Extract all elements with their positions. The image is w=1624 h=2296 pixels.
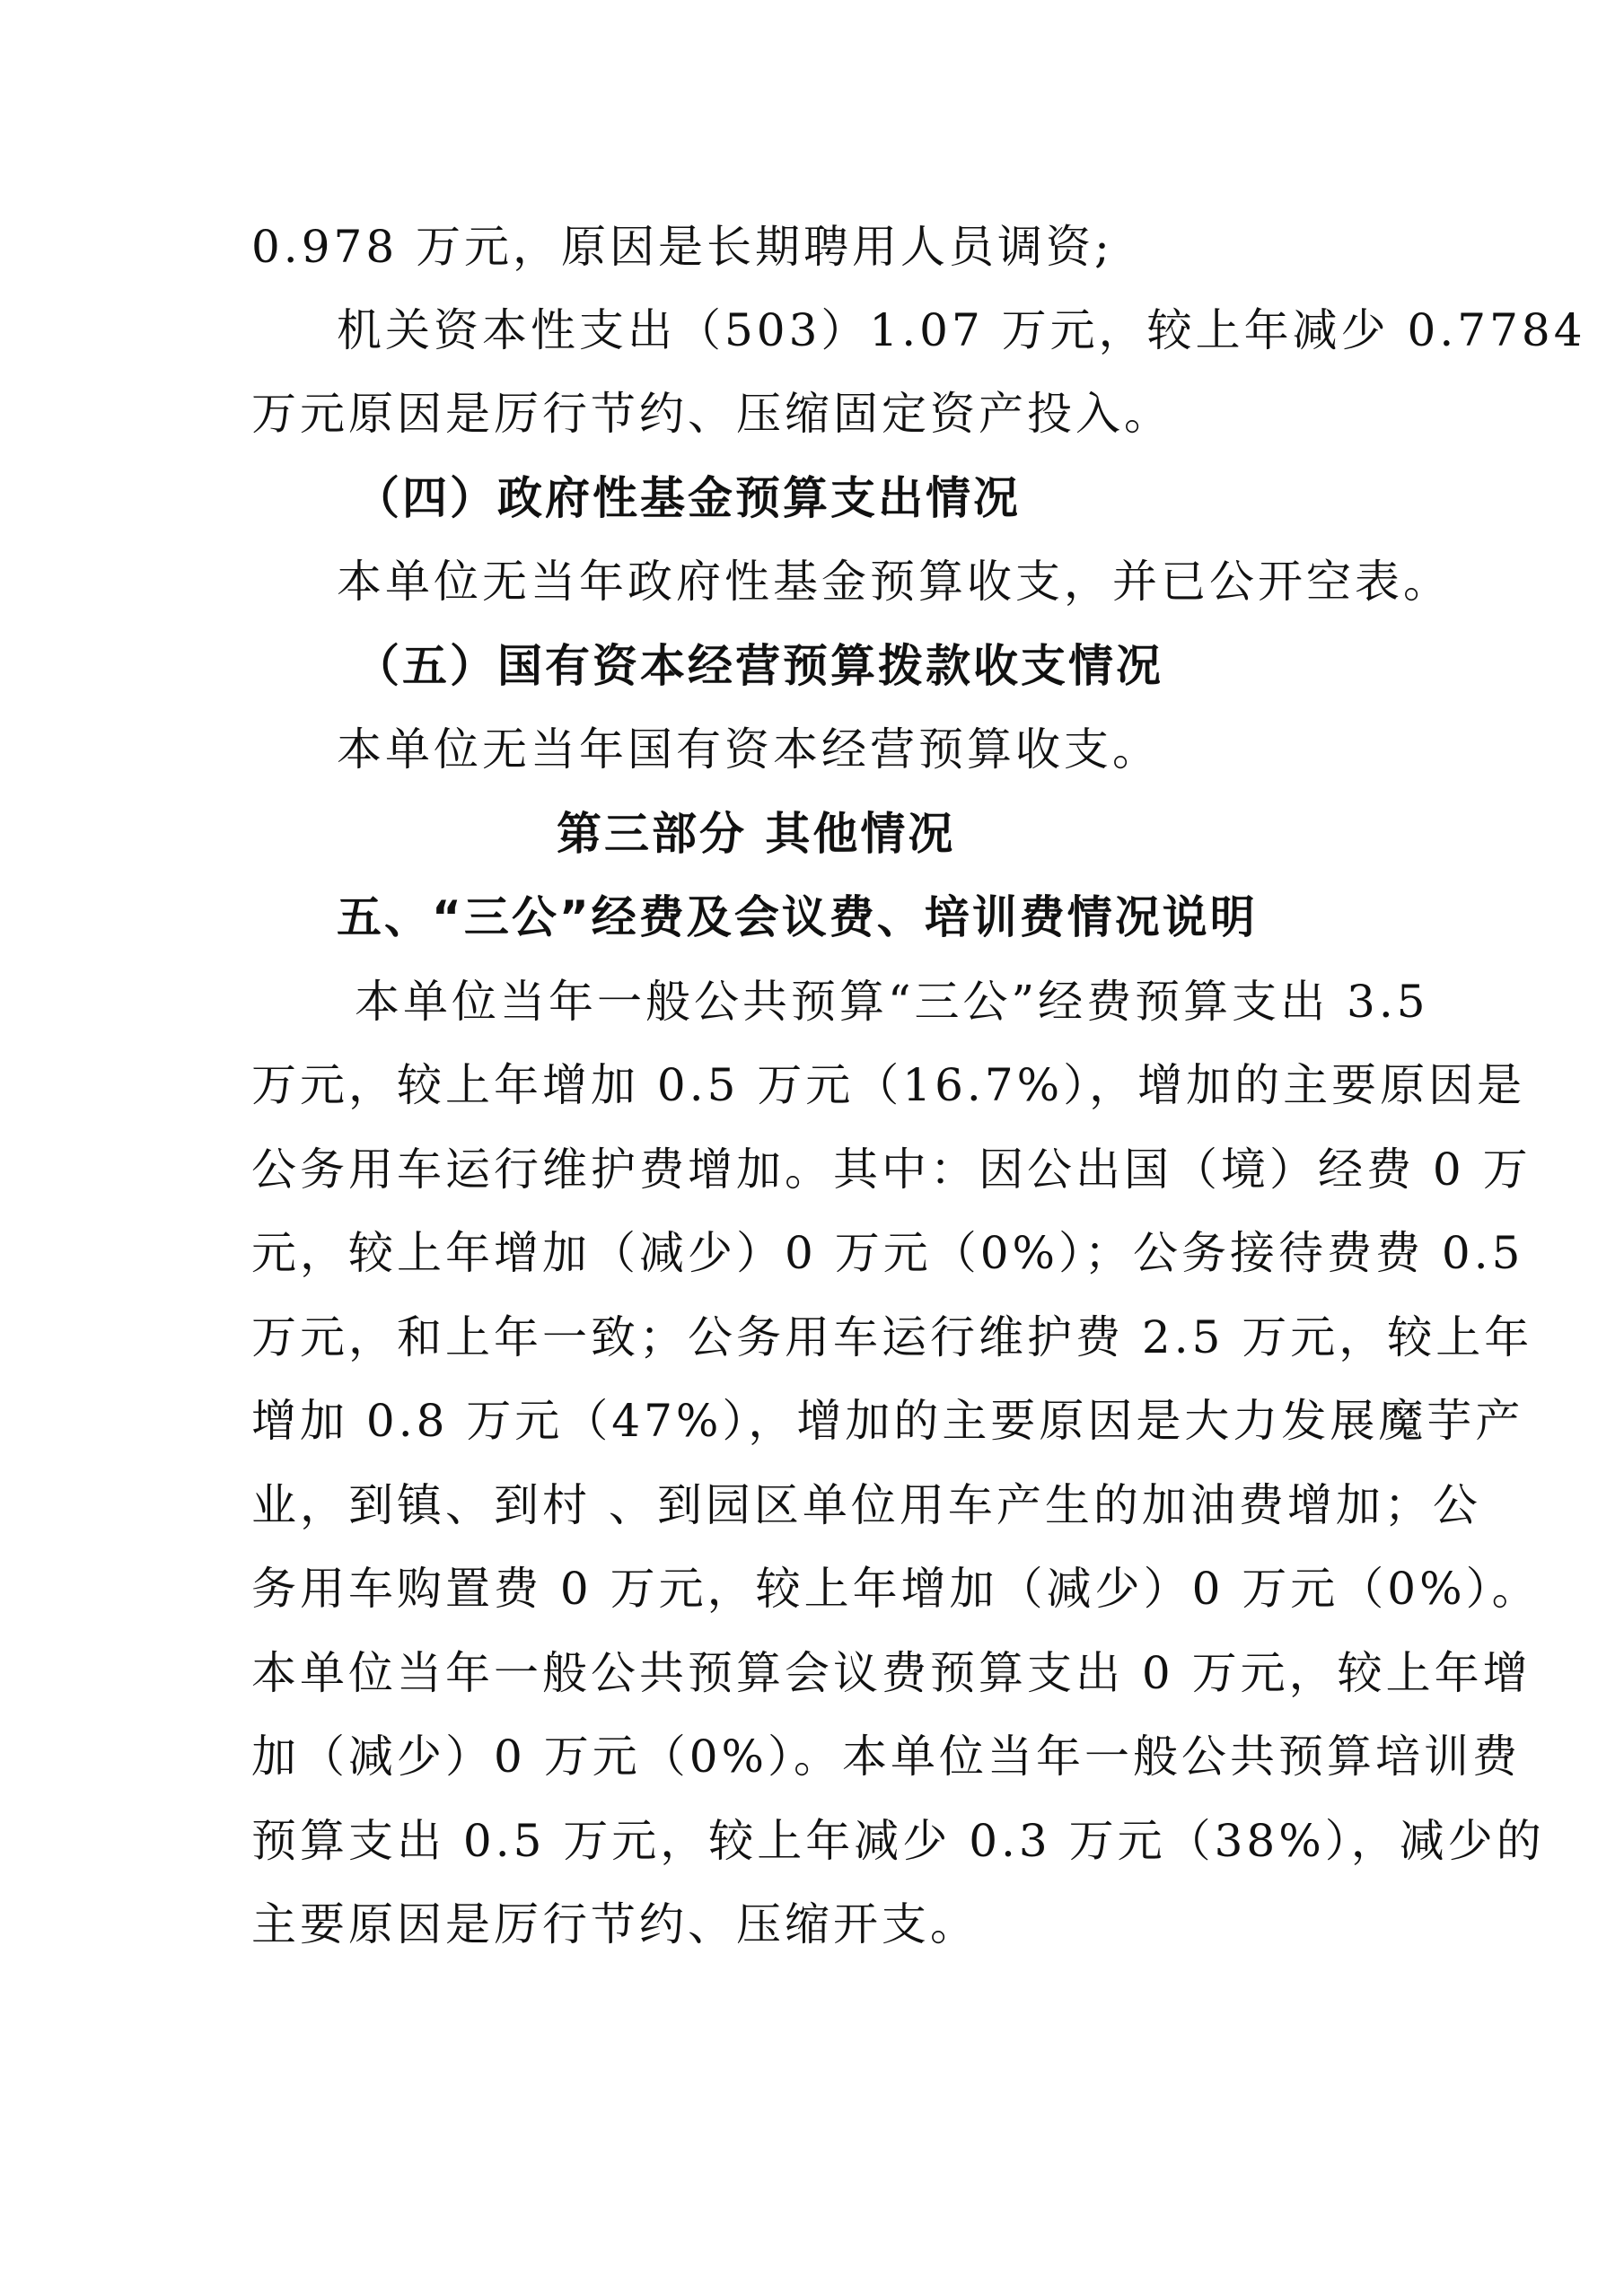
text-line: 务用车购置费 0 万元，较上年增加（减少）0 万元（0%）。 — [251, 1563, 1541, 1615]
text-line: 预算支出 0.5 万元，较上年减少 0.3 万元（38%），减少的 — [251, 1815, 1545, 1867]
text-line: 业，到镇、到村 、到园区单位用车产生的加油费增加；公 — [251, 1479, 1481, 1531]
text-line: 加（减少）0 万元（0%）。本单位当年一般公共预算培训费 — [251, 1731, 1522, 1783]
section-heading: （五）国有资本经营预算拨款收支情况 — [355, 640, 1163, 692]
section-heading: 五、“三公”经费及会议费、培训费情况说明 — [337, 891, 1258, 943]
text-line: 万元，和上年一致；公务用车运行维护费 2.5 万元，较上年 — [251, 1311, 1533, 1363]
section-heading: （四）政府性基金预算支出情况 — [355, 472, 1021, 524]
text-line: 0.978 万元，原因是长期聘用人员调资; — [251, 221, 1113, 273]
text-line: 增加 0.8 万元（47%），增加的主要原因是大力发展魔芋产 — [251, 1395, 1524, 1447]
text-line: 本单位无当年政府性基金预算收支，并已公开空表。 — [337, 556, 1452, 608]
part-heading: 第三部分 其他情况 — [557, 808, 956, 860]
text-line: 机关资本性支出（503）1.07 万元，较上年减少 0.7784 — [337, 304, 1586, 356]
text-line: 万元原因是厉行节约、压缩固定资产投入。 — [251, 388, 1172, 440]
text-line: 公务用车运行维护费增加。其中：因公出国（境）经费 0 万 — [251, 1144, 1532, 1196]
text-line: 元，较上年增加（减少）0 万元（0%）；公务接待费费 0.5 — [251, 1227, 1524, 1279]
text-line: 本单位当年一般公共预算会议费预算支出 0 万元，较上年增 — [251, 1647, 1532, 1699]
text-line: 万元，较上年增加 0.5 万元（16.7%），增加的主要原因是 — [251, 1059, 1526, 1111]
text-line: 本单位当年一般公共预算“三公”经费预算支出 3.5 — [355, 976, 1429, 1028]
text-line: 主要原因是厉行节约、压缩开支。 — [251, 1898, 979, 1950]
text-line: 本单位无当年国有资本经营预算收支。 — [337, 723, 1161, 776]
